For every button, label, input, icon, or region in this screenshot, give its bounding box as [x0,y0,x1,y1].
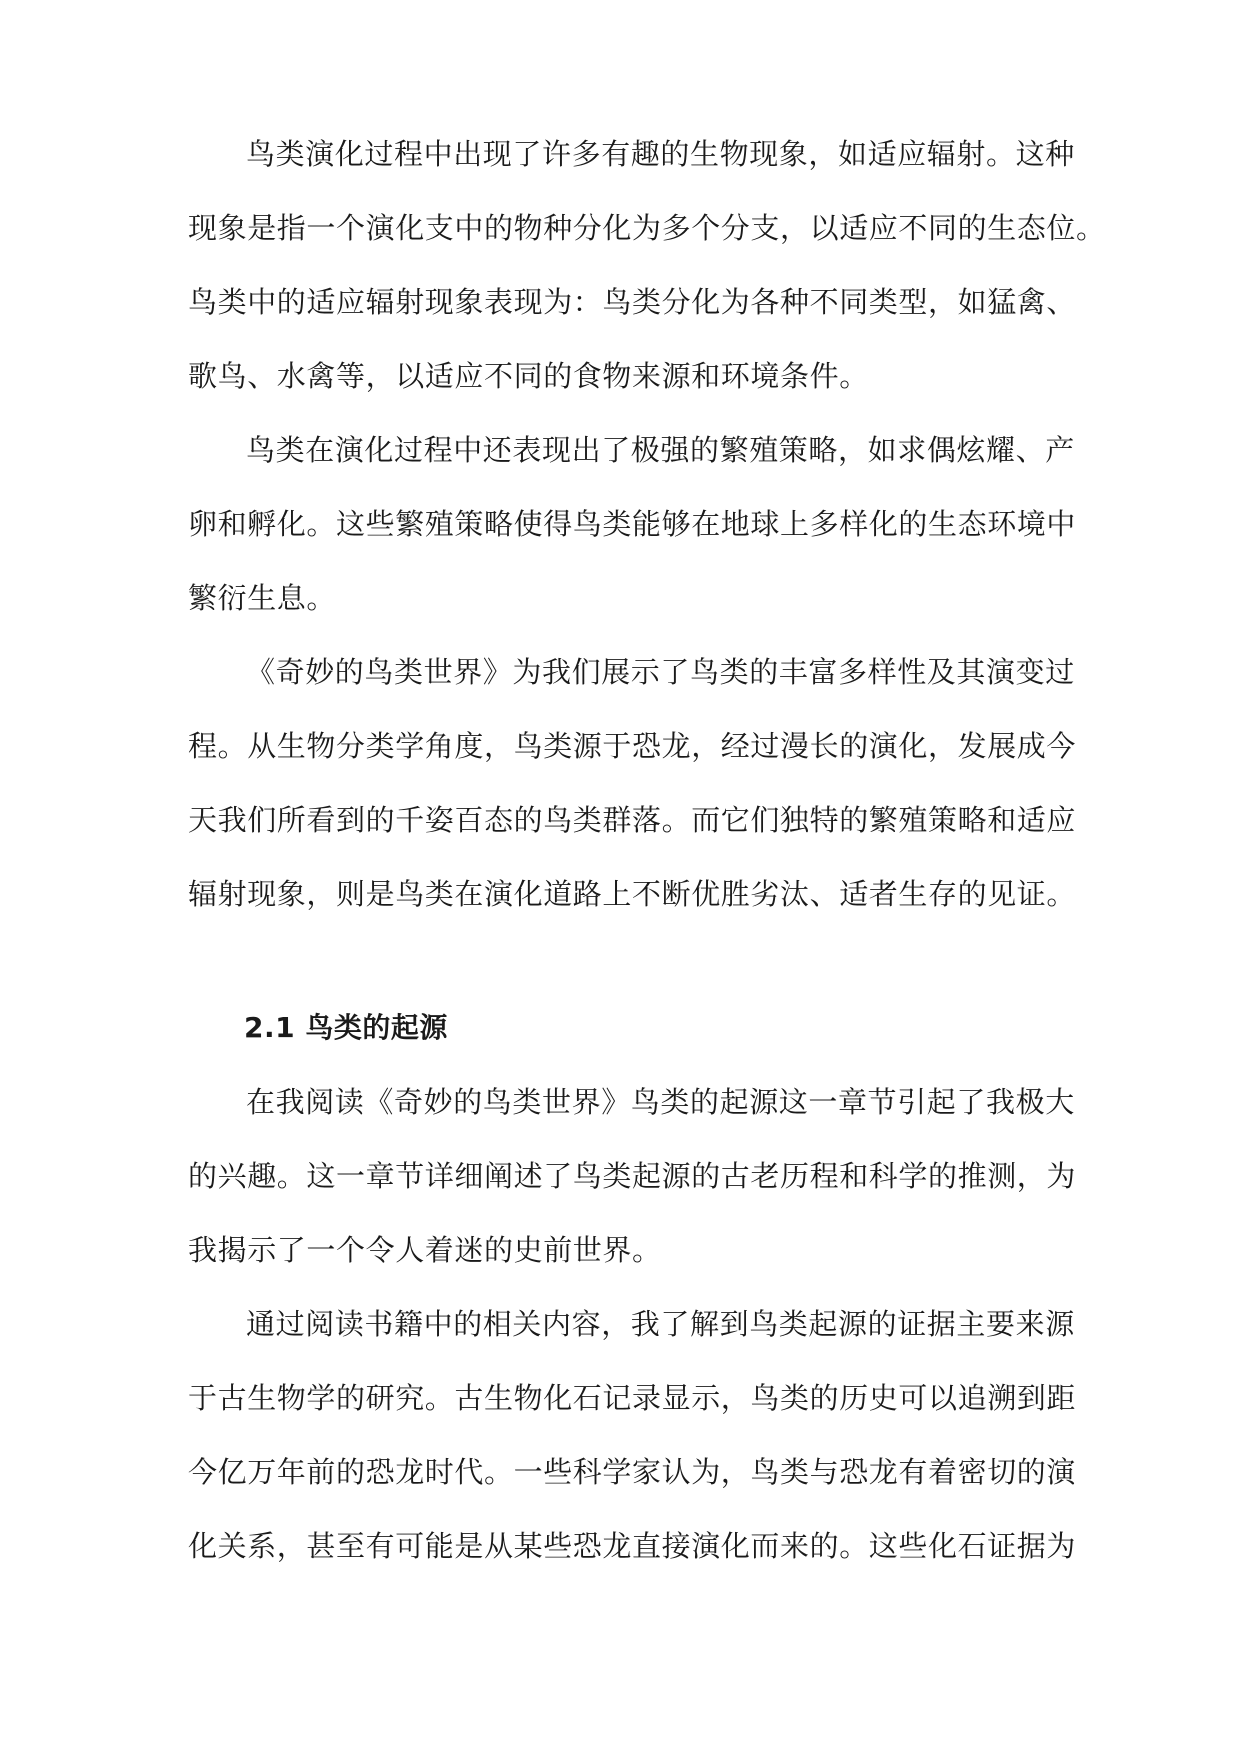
section-heading: 2.1 鸟类的起源 [244,1011,448,1044]
text-line: 我揭示了一个令人着迷的史前世界。 [188,1233,662,1267]
text-line: 卵和孵化。这些繁殖策略使得鸟类能够在地球上多样化的生态环境中 [188,507,1077,541]
text-line: 辐射现象，则是鸟类在演化道路上不断优胜劣汰、适者生存的见证。 [188,877,1077,911]
text-line: 《奇妙的鸟类世界》为我们展示了鸟类的丰富多样性及其演变过 [246,655,1075,689]
text-line: 歌鸟、水禽等，以适应不同的食物来源和环境条件。 [188,359,869,393]
text-line: 程。从生物分类学角度，鸟类源于恐龙，经过漫长的演化，发展成今 [188,729,1077,763]
text-line: 通过阅读书籍中的相关内容，我了解到鸟类起源的证据主要来源 [246,1307,1075,1341]
text-line: 天我们所看到的千姿百态的鸟类群落。而它们独特的繁殖策略和适应 [188,803,1077,837]
text-line: 鸟类中的适应辐射现象表现为：鸟类分化为各种不同类型，如猛禽、 [188,285,1077,319]
text-line: 化关系，甚至有可能是从某些恐龙直接演化而来的。这些化石证据为 [188,1529,1077,1563]
text-line: 在我阅读《奇妙的鸟类世界》鸟类的起源这一章节引起了我极大 [246,1085,1075,1119]
text-line: 今亿万年前的恐龙时代。一些科学家认为，鸟类与恐龙有着密切的演 [188,1455,1077,1489]
text-line: 的兴趣。这一章节详细阐述了鸟类起源的古老历程和科学的推测，为 [188,1159,1077,1193]
text-line: 鸟类演化过程中出现了许多有趣的生物现象，如适应辐射。这种 [246,137,1075,171]
text-line: 鸟类在演化过程中还表现出了极强的繁殖策略，如求偶炫耀、产 [246,433,1075,467]
text-line: 于古生物学的研究。古生物化石记录显示，鸟类的历史可以追溯到距 [188,1381,1077,1415]
text-line: 繁衍生息。 [188,581,337,615]
text-line: 现象是指一个演化支中的物种分化为多个分支，以适应不同的生态位。 [188,211,1106,245]
